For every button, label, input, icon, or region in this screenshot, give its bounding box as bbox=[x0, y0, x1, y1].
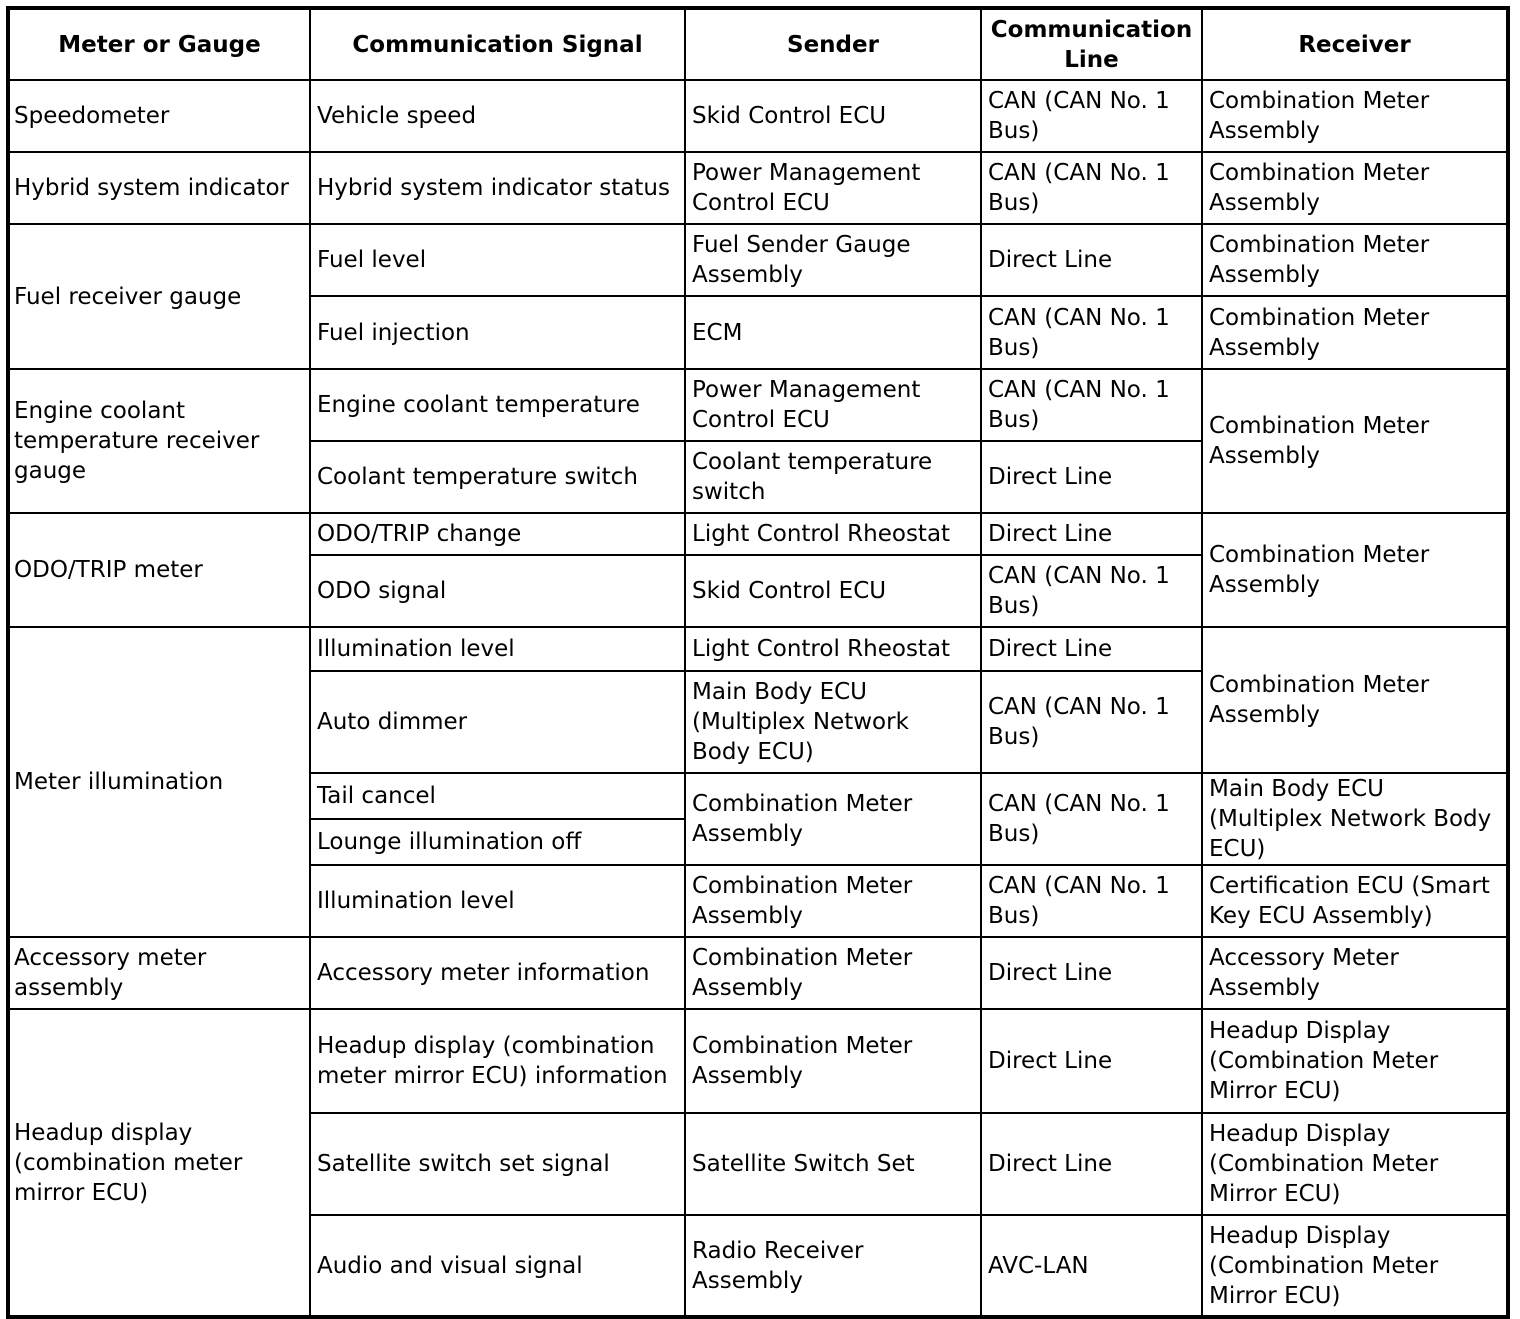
line-cell: Direct Line bbox=[981, 1009, 1202, 1113]
meter-cell: ODO/TRIP meter bbox=[8, 513, 310, 627]
line-cell: CAN (CAN No. 1 Bus) bbox=[981, 555, 1202, 627]
header-meter: Meter or Gauge bbox=[8, 8, 310, 80]
sender-cell: Light Control Rheostat bbox=[685, 627, 981, 671]
sender-cell: ECM bbox=[685, 296, 981, 369]
receiver-cell: Headup Display (Combination Meter Mirror ECU) bbox=[1202, 1215, 1508, 1317]
meter-cell: Meter illumination bbox=[8, 627, 310, 937]
sender-cell: Power Management Control ECU bbox=[685, 152, 981, 224]
receiver-cell: Combination Meter Assembly bbox=[1202, 369, 1508, 513]
sender-cell: Coolant temperature switch bbox=[685, 441, 981, 513]
signal-cell: Satellite switch set signal bbox=[310, 1113, 685, 1215]
signal-cell: Hybrid system indicator status bbox=[310, 152, 685, 224]
line-cell: Direct Line bbox=[981, 627, 1202, 671]
signal-cell: Fuel level bbox=[310, 224, 685, 296]
line-cell: Direct Line bbox=[981, 937, 1202, 1009]
signal-cell: ODO/TRIP change bbox=[310, 513, 685, 555]
table-row bbox=[8, 627, 1508, 671]
receiver-cell: Combination Meter Assembly bbox=[1202, 80, 1508, 152]
header-signal: Communication Signal bbox=[310, 8, 685, 80]
sender-cell: Skid Control ECU bbox=[685, 555, 981, 627]
sender-cell: Main Body ECU (Multiplex Network Body ECU) bbox=[685, 671, 981, 773]
signal-cell: Audio and visual signal bbox=[310, 1215, 685, 1317]
signal-cell: Illumination level bbox=[310, 627, 685, 671]
sender-cell: Light Control Rheostat bbox=[685, 513, 981, 555]
signal-cell: Engine coolant temperature bbox=[310, 369, 685, 441]
line-cell: CAN (CAN No. 1 Bus) bbox=[981, 671, 1202, 773]
table-row bbox=[8, 1009, 1508, 1113]
receiver-cell: Certification ECU (Smart Key ECU Assembly) bbox=[1202, 865, 1508, 937]
sender-cell: Radio Receiver Assembly bbox=[685, 1215, 981, 1317]
header-line: Communication Line bbox=[981, 8, 1202, 80]
line-cell: Direct Line bbox=[981, 513, 1202, 555]
line-cell: CAN (CAN No. 1 Bus) bbox=[981, 296, 1202, 369]
table-row bbox=[8, 80, 1508, 152]
signal-cell: Headup display (combination meter mirror ECU) information bbox=[310, 1009, 685, 1113]
table-row bbox=[8, 224, 1508, 296]
receiver-cell: Headup Display (Combination Meter Mirror ECU) bbox=[1202, 1009, 1508, 1113]
table-row bbox=[8, 152, 1508, 224]
signal-cell: Accessory meter information bbox=[310, 937, 685, 1009]
meter-cell: Hybrid system indicator bbox=[8, 152, 310, 224]
line-cell: Direct Line bbox=[981, 441, 1202, 513]
communication-table bbox=[6, 6, 1510, 1319]
line-cell: CAN (CAN No. 1 Bus) bbox=[981, 80, 1202, 152]
line-cell: CAN (CAN No. 1 Bus) bbox=[981, 865, 1202, 937]
meter-cell: Fuel receiver gauge bbox=[8, 224, 310, 369]
header-receiver: Receiver bbox=[1202, 8, 1508, 80]
sender-cell: Combination Meter Assembly bbox=[685, 773, 981, 865]
sender-cell: Combination Meter Assembly bbox=[685, 865, 981, 937]
meter-cell: Accessory meter assembly bbox=[8, 937, 310, 1009]
receiver-cell: Main Body ECU (Multiplex Network Body ECU) bbox=[1202, 773, 1508, 865]
header-row bbox=[8, 8, 1508, 80]
sender-cell: Combination Meter Assembly bbox=[685, 1009, 981, 1113]
header-sender: Sender bbox=[685, 8, 981, 80]
sender-cell: Skid Control ECU bbox=[685, 80, 981, 152]
signal-cell: Lounge illumination off bbox=[310, 819, 685, 865]
sender-cell: Combination Meter Assembly bbox=[685, 937, 981, 1009]
signal-cell: ODO signal bbox=[310, 555, 685, 627]
line-cell: CAN (CAN No. 1 Bus) bbox=[981, 152, 1202, 224]
receiver-cell: Combination Meter Assembly bbox=[1202, 513, 1508, 627]
line-cell: CAN (CAN No. 1 Bus) bbox=[981, 369, 1202, 441]
line-cell: Direct Line bbox=[981, 1113, 1202, 1215]
table-row bbox=[8, 369, 1508, 441]
line-cell: AVC-LAN bbox=[981, 1215, 1202, 1317]
receiver-cell: Combination Meter Assembly bbox=[1202, 224, 1508, 296]
line-cell: CAN (CAN No. 1 Bus) bbox=[981, 773, 1202, 865]
receiver-cell: Combination Meter Assembly bbox=[1202, 296, 1508, 369]
table-row bbox=[8, 513, 1508, 555]
receiver-cell: Headup Display (Combination Meter Mirror ECU) bbox=[1202, 1113, 1508, 1215]
meter-cell: Headup display (combination meter mirror ECU) bbox=[8, 1009, 310, 1317]
signal-cell: Vehicle speed bbox=[310, 80, 685, 152]
sender-cell: Fuel Sender Gauge Assembly bbox=[685, 224, 981, 296]
meter-cell: Speedometer bbox=[8, 80, 310, 152]
signal-cell: Tail cancel bbox=[310, 773, 685, 819]
sender-cell: Power Management Control ECU bbox=[685, 369, 981, 441]
signal-cell: Coolant temperature switch bbox=[310, 441, 685, 513]
receiver-cell: Combination Meter Assembly bbox=[1202, 152, 1508, 224]
signal-cell: Auto dimmer bbox=[310, 671, 685, 773]
table-row bbox=[8, 937, 1508, 1009]
receiver-cell: Accessory Meter Assembly bbox=[1202, 937, 1508, 1009]
signal-cell: Fuel injection bbox=[310, 296, 685, 369]
line-cell: Direct Line bbox=[981, 224, 1202, 296]
sender-cell: Satellite Switch Set bbox=[685, 1113, 981, 1215]
meter-cell: Engine coolant temperature receiver gauge bbox=[8, 369, 310, 513]
signal-cell: Illumination level bbox=[310, 865, 685, 937]
receiver-cell: Combination Meter Assembly bbox=[1202, 627, 1508, 773]
